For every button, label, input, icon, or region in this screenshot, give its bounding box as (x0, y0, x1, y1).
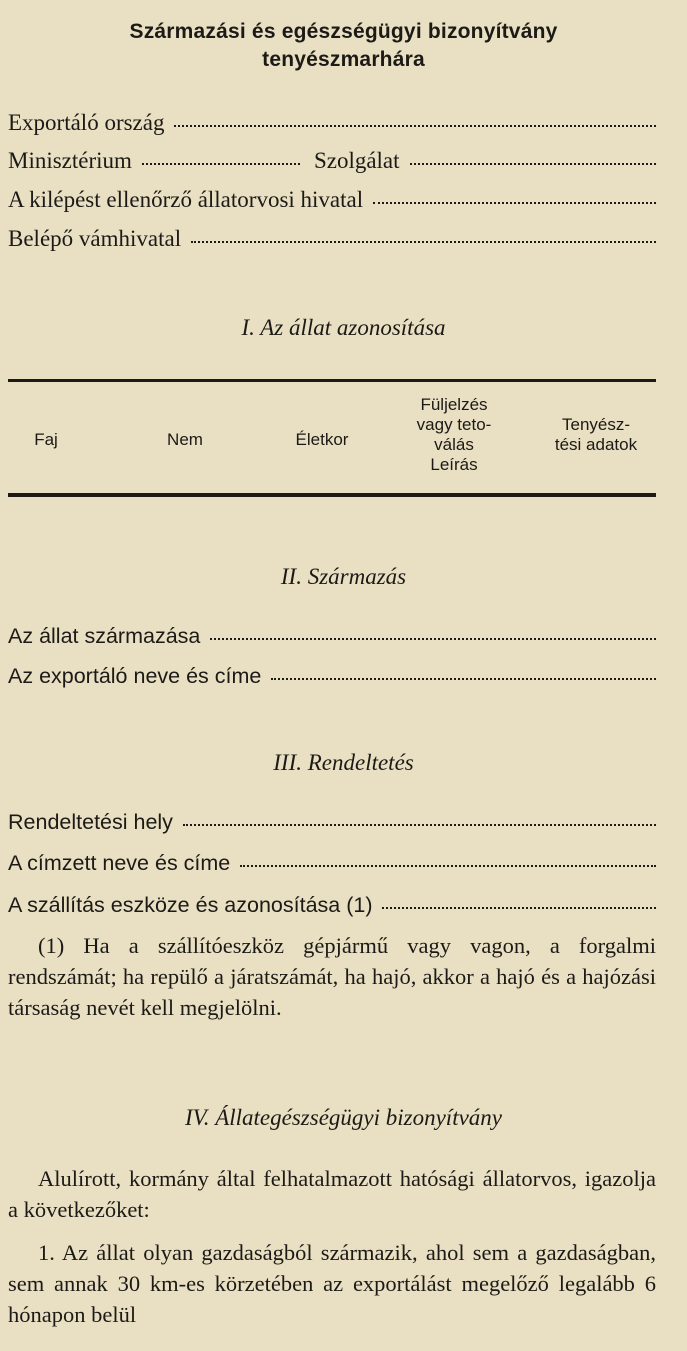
column-sex: Nem (167, 430, 203, 449)
fill-line (174, 125, 656, 127)
field-exporting-country (8, 110, 656, 136)
table-bottom-rule (8, 493, 656, 497)
document-title-line1: Származási és egészségügyi bizonyítvány (129, 20, 558, 43)
field-exit-office (8, 187, 656, 213)
fill-line (210, 638, 656, 640)
field-label: Az állat származása (8, 624, 201, 648)
fill-line (183, 824, 656, 826)
field-consignee (8, 851, 656, 876)
section2-heading: II. Származás (280, 564, 407, 589)
section1-heading: I. Az állat azonosítása (241, 315, 446, 340)
field-ministry-service (8, 148, 656, 174)
fill-line (191, 241, 656, 243)
item1-paragraph (8, 1237, 656, 1330)
field-label: Minisztérium (8, 148, 132, 173)
footnote-paragraph (8, 930, 656, 1023)
column-ear-tag-line3: válás (434, 435, 474, 454)
field-origin (8, 624, 656, 649)
field-label: Az exportáló neve és címe (8, 664, 262, 688)
field-destination (8, 810, 656, 835)
column-age: Életkor (295, 430, 349, 449)
column-breeding-line1: Tenyész- (561, 415, 631, 434)
column-breeding (530, 415, 662, 455)
table-top-rule (8, 379, 656, 382)
intro-paragraph (8, 1163, 656, 1225)
field-transport (8, 893, 656, 918)
fill-line (240, 865, 656, 867)
column-species: Faj (34, 430, 58, 449)
column-ear-tag (392, 395, 516, 475)
field-label: A kilépést ellenőrző állatorvosi hivatal (8, 187, 364, 212)
column-ear-tag-line4: Leírás (430, 455, 478, 474)
field-label: Belépő vámhivatal (8, 226, 182, 251)
field-label: Szolgálat (313, 148, 400, 173)
fill-line (142, 163, 300, 165)
field-label: Rendeltetési hely (8, 810, 173, 834)
item1-text: 1. Az állat olyan gazdaságból származik, ahol sem a gazdaságban, sem annak 30 km-es körzetében az exportálást megelőző legalább 6 hónapon belül (8, 1240, 656, 1327)
column-breeding-line2: tési adatok (554, 435, 638, 454)
field-label: A címzett neve és címe (8, 851, 231, 875)
footnote-text: (1) Ha a szállítóeszköz gépjármű vagy vagon, a forgalmi rendszámát; ha repülő a járatszámát, ha hajó, akkor a hajó és a hajózási társaság nevét kell megjelölni. (8, 933, 656, 1020)
field-label: Exportáló ország (8, 110, 165, 135)
fill-line (382, 907, 656, 909)
column-ear-tag-line1: Füljelzés (420, 395, 488, 414)
fill-line (410, 163, 656, 165)
document-title-line2: tenyészmarhára (262, 48, 425, 71)
field-exporter (8, 664, 656, 689)
section3-heading: III. Rendeltetés (273, 750, 414, 775)
intro-text: Alulírott, kormány által felhatalmazott hatósági állatorvos, igazolja a következőket: (8, 1166, 656, 1222)
section4-heading: IV. Állategészségügyi bizonyítvány (184, 1105, 503, 1130)
fill-line (271, 678, 656, 680)
field-label: A szállítás eszköze és azonosítása (1) (8, 893, 373, 917)
fill-line (373, 202, 656, 204)
field-entry-customs (8, 226, 656, 252)
column-ear-tag-line2: vagy teto- (416, 415, 492, 434)
